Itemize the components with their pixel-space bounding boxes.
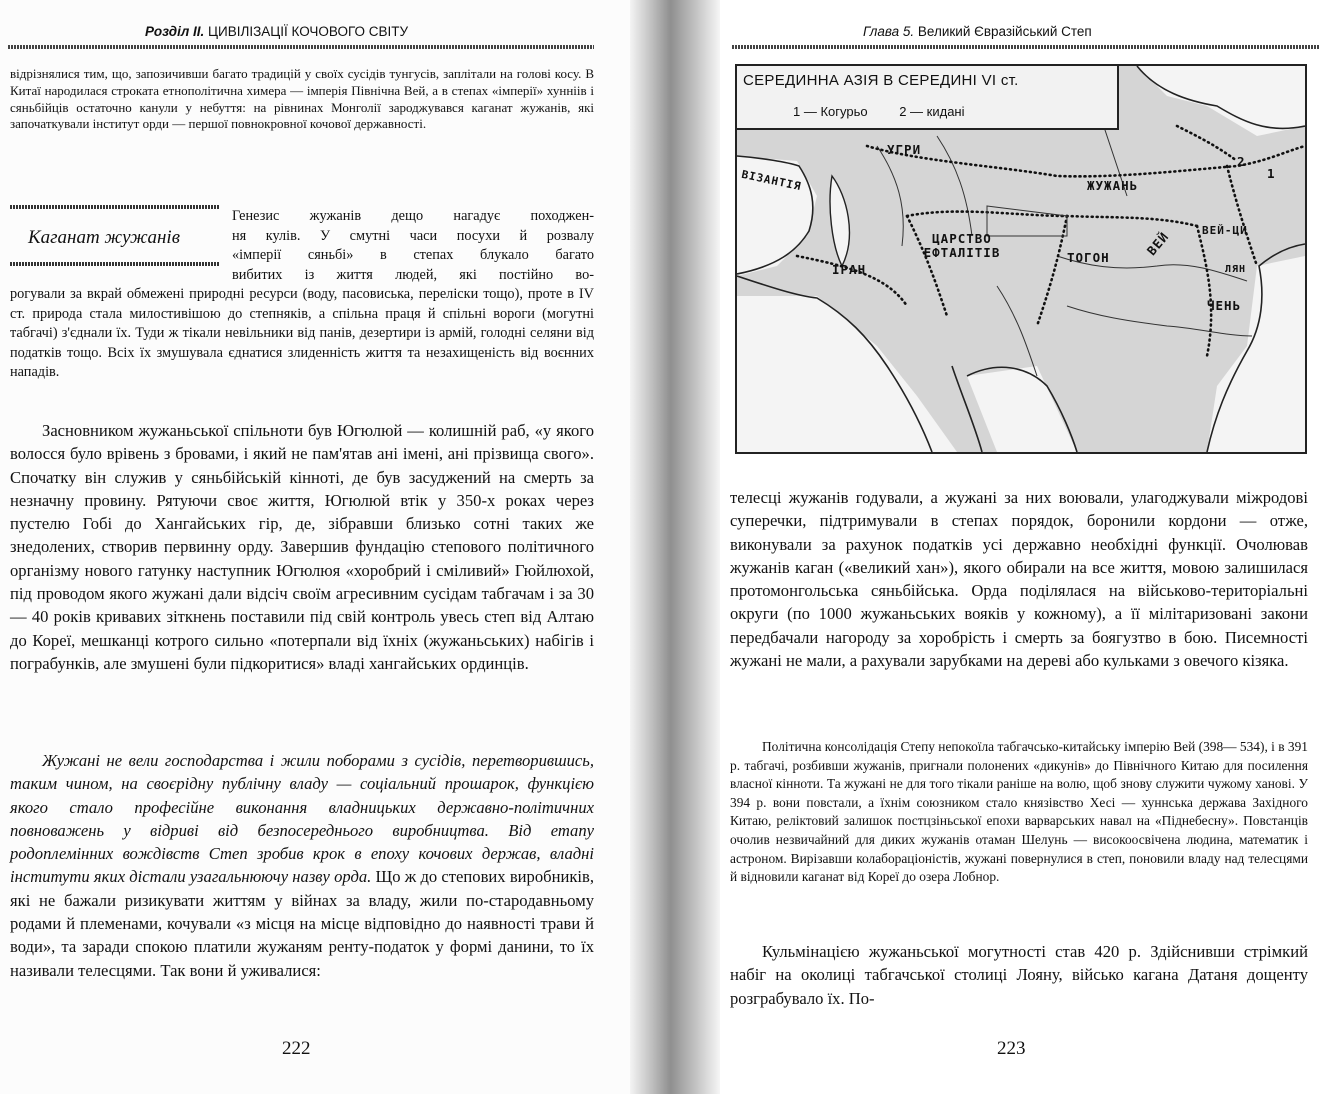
map-label-iran: ІРАН (832, 262, 867, 277)
section-title: Каганат жужанів (28, 227, 180, 248)
section-heading (10, 205, 220, 268)
map-label-bizantia: ВІЗАНТІЯ (740, 167, 803, 194)
sea-north (1137, 66, 1305, 136)
right-page-number: 223 (997, 1038, 1026, 1059)
map-label-zhuzhan: ЖУЖАНЬ (1087, 178, 1139, 193)
left-page-number: 222 (282, 1038, 311, 1059)
right-running-head: Глава 5. Великий Євразійський Степ (863, 24, 1092, 39)
right-para-2: Кульмінацією жужаньської могутності став 420 р. Здійснивши стрімкий набіг на околиці табгачської столиці Лояну, військо кагана Датаня дощенту розграбувало їх. По- (730, 942, 1308, 1008)
section-para-first-lines: Генезис жужанів дещо нагадує походжен- ня кулів. У смутні часи посухи й розвалу «імперії сяньбі» в степах блукало багато вибитих із життя людей, які постійно во- (232, 208, 594, 283)
map-label-togon: ТОГОН (1067, 250, 1110, 265)
map-label-vei-tsi: ВЕЙ-ЦИ (1202, 224, 1248, 237)
legend-item-2: 2 — кидані (899, 104, 965, 119)
left-para-3-rest: Що ж до степових виробників, які не бажали ризикувати життям у війнах за владу, жили по-стародавньому родами й племенами, кочували «з місця на місце відповідно до наявності трави й води», та заради спокою платили жужаням ренту-податок у формі данини, то їх називали телесцями. Так вони й уживалися: (10, 867, 594, 980)
left-head-rule (8, 45, 594, 49)
map-label-liang: ЛЯН (1225, 264, 1247, 275)
left-para-3 (10, 749, 594, 982)
map-legend (793, 104, 993, 119)
right-head-rule (732, 45, 1319, 49)
section-heading-bottom-rule (10, 262, 220, 266)
section-para-rest: рогували за вкрай обмежені природні ресурси (воду, пасовиська, переліски тощо), проте в IV ст. природа стала милостивішою до степняків, а спільна праця й спільні вороги (могутні табгачі) з'єднали їх. Туди ж тікали невільники від панів, дезертири із армій, голодні селяни від податків тощо. Всіх їх змушувала єднатися злиденність життя та незахищеність від воєнних нападів. (10, 286, 594, 381)
map-label-ugry: УГРИ (887, 142, 922, 157)
left-page (0, 0, 640, 1094)
map-label-vei: ВЕЙ (1143, 228, 1172, 259)
left-running-head: Розділ II. ЦИВІЛІЗАЦІЇ КОЧОВОГО СВІТУ (145, 24, 409, 39)
map-title-box (737, 66, 1119, 130)
map-label-chen: ЧЕНЬ (1207, 298, 1242, 313)
left-para-2: Засновником жужаньської спільноти був Югюлюй — колишній раб, «у якого волосся було врівень з бровами, і який не пам'ятав ані імені, ані прізвища свого». Спочатку він служив у сяньбійській кінноті, де був засуджений на смерть за незначну провину. Рятуючи своє життя, Югюлюй втік у 350-х роках через пустелю Гобі до Хангайських гір, де, зібравши близько сотні таких же знедолених, створив первинну орду. Завершив фундацію степового політичного організму нового гатунку наступник Югюлюя «хоробрий і сміливий» Гюйлюхой, під проводом якого жужані дали відсіч своїм агресивним сусідам табгачам і за 30— 40 років кривавих зіткнень поставили під свій контроль увесь степ від Алтаю до Кореї, мешканці котрого сильно «потерпали від їхніх (жужаньських) набігів і пограбунків, але змушені були підкоритися» владі хангайських ординців. (10, 421, 594, 673)
right-small-paragraph: Політична консолідація Степу непокоїла табгачсько-китайську імперію Вей (398— 534), і в 391 р. табгачі, розбивши жужанів, пригнали полонених «дикунів» до Північного Китаю для посилення власної кінноти. Та жужані не для того тікали раніше на волю, щоб знову служити чужому ханові. У 394 р. вони повстали, а їхнім союзником стало князівство Хесі — хуннська держава Західного Китаю, реліктовий залишок постцзіньської епохи варварських навал на «Піднебесну». Повстанців очолив незвичайний для диких жужанів отаман Шелунь — високоосвічена людина, математик і астроном. Вирізавши колабораціоністів, жужані повернулися в степ, поновили владу над телесцями й відновили каганат від Кореї до озера Лобнор. (730, 739, 1308, 885)
map-label-1: 1 (1267, 166, 1276, 181)
section-heading-top-rule (10, 205, 220, 209)
map-title: СЕРЕДИННА АЗІЯ В СЕРЕДИНІ VI ст. (743, 72, 1019, 89)
map-label-eftality: ЦАРСТВО ЕФТАЛІТІВ (923, 231, 1001, 260)
legend-item-1: 1 — Когурьо (793, 104, 868, 119)
map-middle-asia (735, 64, 1307, 454)
right-para-1: телесці жужанів годували, а жужані за них воювали, улагоджували міжродові суперечки, підтримували в степах порядок, боронили кордони — отже, виконували за рахунок податків усі державно необхідні функції. Очолював жужанів каган («великий хан»), якого обирали на все життя, мовою залишилася протомонгольська сяньбійська. Орда поділялася на військово-територіальні округи (по 1000 жужаньських вояків у кожному), а її мілітаризовані закони передбачали нагороду за хоробрість і смерть за боягузтво в бою. Писемності жужані не мали, а рахували зарубками на дереві або кульками з овечого кізяка. (730, 488, 1308, 671)
left-intro-paragraph: відрізнялися тим, що, запозичивши багато традицій у своїх сусідів тунгусів, заплітали на голові косу. В Китаї народилася строката етнополітична химера — імперія Північна Вей, а в степах «імперії» хунніів і сяньбійців остаточно канули у небуття: на рівнинах Монголії зароджувався каганат жужанів, які започаткували інститут орди — першої повнокровної кочової державності. (10, 66, 594, 132)
left-para-3-italic: Жужані не вели господарства і жили поборами з сусідів, перетворившись, таким чином, на своєрідну публічну владу — соціальний прошарок, функцією якого стало професійне виконання владницьких державно-політичних повноважень у відриві від безпосереднього виробництва. Від етапу родоплемінних вождівств Степ зробив крок в епоху кочових держав, владні інститути яких дістали узагальнюючу назву орда. (10, 751, 594, 887)
sea-pacific (1207, 256, 1305, 452)
map-label-2: 2 (1237, 154, 1246, 169)
